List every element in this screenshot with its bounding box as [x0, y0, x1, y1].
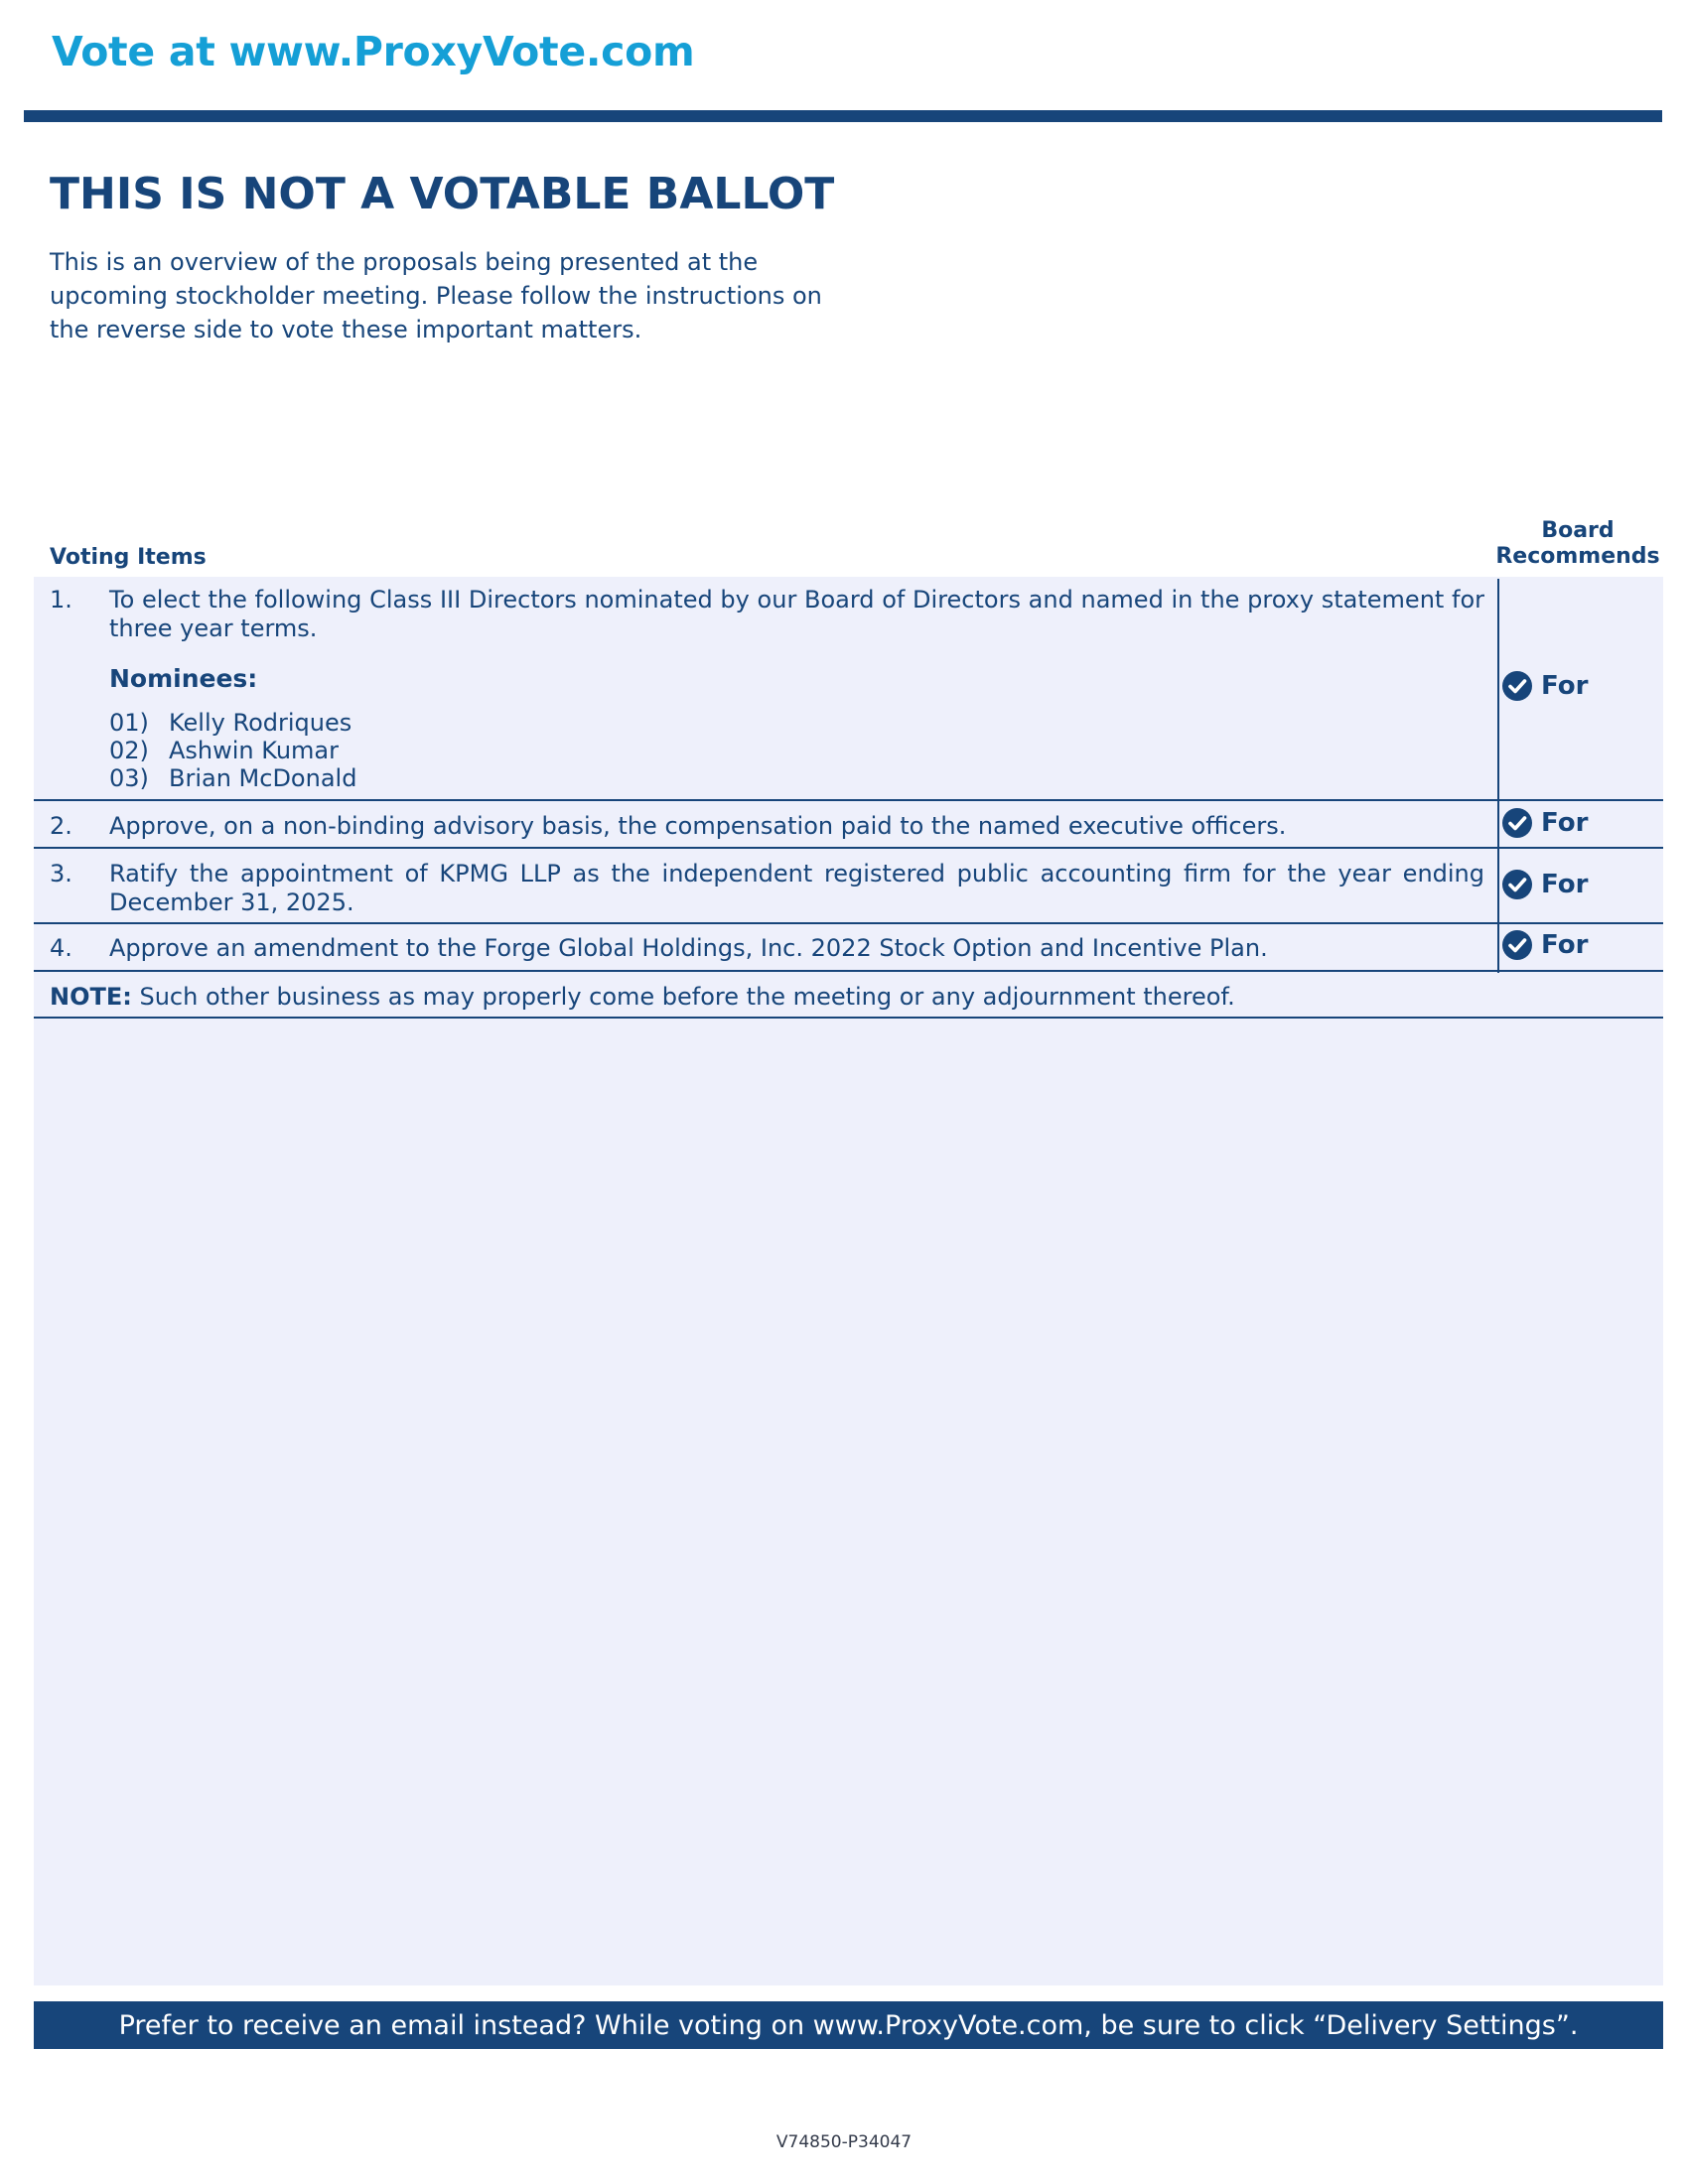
header-divider [24, 110, 1662, 122]
nominee-item [109, 709, 352, 737]
note-label: NOTE: [50, 983, 132, 1011]
intro-text: This is an overview of the proposals being presented at the upcoming stockholder meeting. Please follow the instructions on the reverse side to vote these important matters. [50, 248, 822, 343]
recommendation-label: For [1541, 870, 1589, 899]
item-number: 4. [50, 934, 72, 962]
nominee-name: Ashwin Kumar [169, 737, 339, 764]
item-text: Approve, on a non-binding advisory basis, the compensation paid to the named executive officers. [109, 812, 1287, 840]
banner-text: Prefer to receive an email instead? While voting on www.ProxyVote.com, be sure to click “Delivery Settings”. [118, 2009, 1579, 2041]
page-title: THIS IS NOT A VOTABLE BALLOT [50, 169, 835, 219]
nominee-item [109, 737, 339, 764]
nominee-number: 03) [109, 764, 149, 792]
voting-items-header: Voting Items [50, 545, 207, 570]
item-number: 1. [50, 586, 72, 614]
board-header-line2: Recommends [1495, 544, 1660, 569]
nominee-number: 01) [109, 709, 149, 737]
board-recommends-header [1485, 518, 1670, 570]
column-divider [1497, 579, 1499, 973]
check-circle-icon [1501, 670, 1533, 702]
recommendation-label: For [1541, 671, 1589, 701]
check-circle-icon [1501, 929, 1533, 961]
item-text: Approve an amendment to the Forge Global Holdings, Inc. 2022 Stock Option and Incentive Plan. [109, 934, 1268, 962]
nominee-number: 02) [109, 737, 149, 764]
row-divider [34, 970, 1663, 972]
note [50, 983, 1235, 1011]
nominee-name: Brian McDonald [169, 764, 357, 792]
item-number: 3. [50, 860, 72, 887]
row-divider [34, 799, 1663, 801]
recommendation-label: For [1541, 930, 1589, 960]
proxyvote-link[interactable]: Vote at www.ProxyVote.com [52, 28, 695, 75]
document-code: V74850-P34047 [775, 2132, 913, 2152]
check-circle-icon [1501, 869, 1533, 900]
item-text: Ratify the appointment of KPMG LLP as the independent registered public accounting firm for the year ending December 31, 2025. [109, 860, 1484, 916]
note-text: Such other business as may properly come before the meeting or any adjournment thereof. [131, 983, 1235, 1011]
delivery-settings-banner [34, 2001, 1663, 2049]
item-number: 2. [50, 812, 72, 840]
board-recommendation [1501, 807, 1588, 839]
check-circle-icon [1501, 807, 1533, 839]
board-recommendation [1501, 670, 1588, 702]
recommendation-label: For [1541, 808, 1589, 838]
board-recommendation [1501, 869, 1588, 900]
nominees-heading: Nominees: [109, 664, 258, 693]
row-divider [34, 847, 1663, 849]
board-header-line1: Board [1541, 518, 1615, 543]
nominee-name: Kelly Rodriques [169, 709, 352, 737]
nominee-item [109, 764, 356, 792]
row-divider [34, 922, 1663, 924]
board-recommendation [1501, 929, 1588, 961]
item-text: To elect the following Class III Directors nominated by our Board of Directors and named in the proxy statement for three year terms. [109, 586, 1484, 642]
row-divider [34, 1017, 1663, 1019]
